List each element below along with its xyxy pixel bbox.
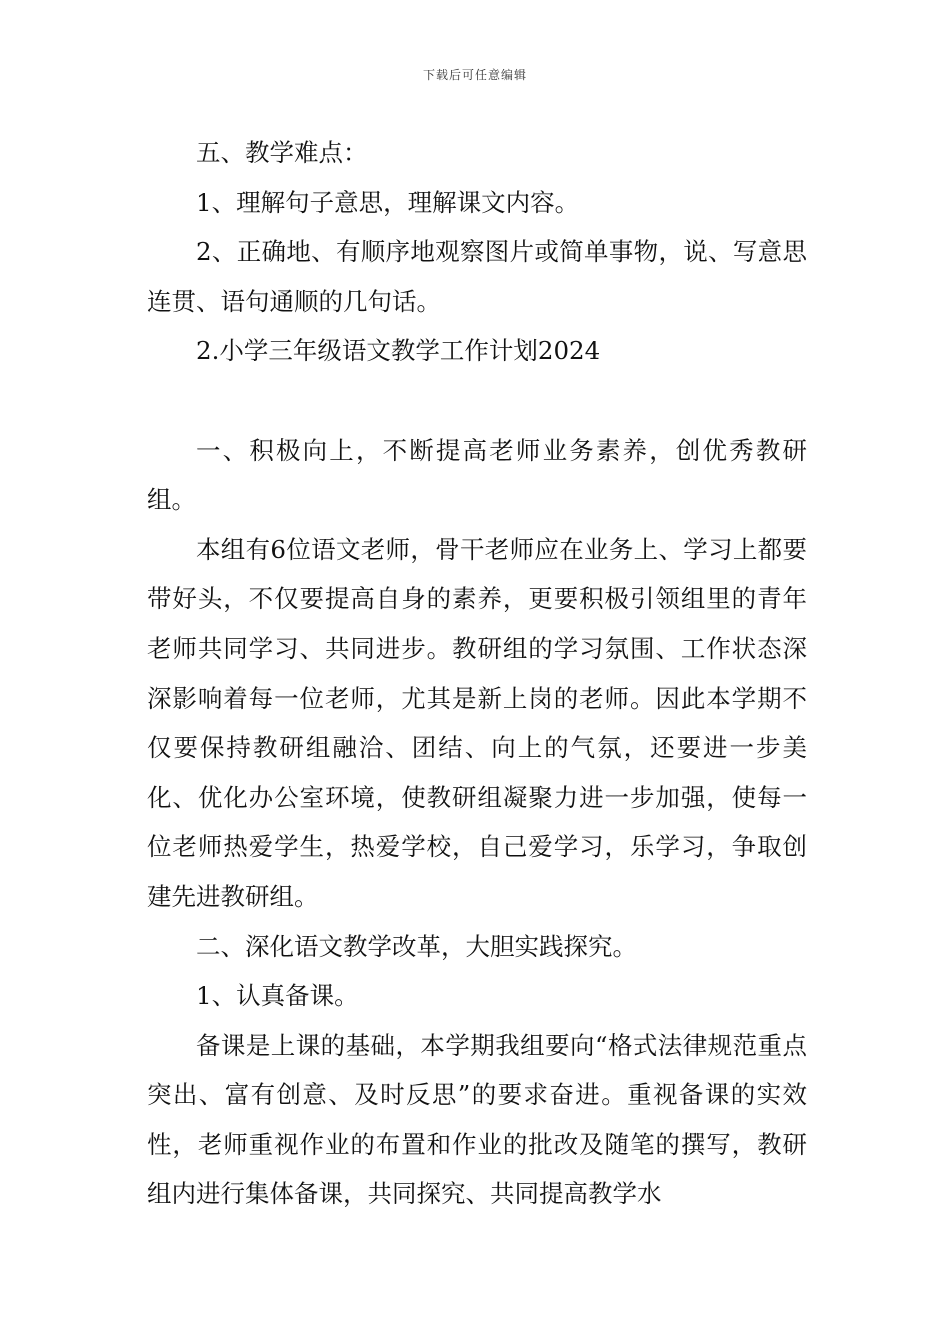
document-body <box>147 128 807 1219</box>
body-paragraph-1: 本组有6位语文老师，骨干老师应在业务上、学习上都要带好头，不仅要提高自身的素养，更要积极引领组里的青年老师共同学习、共同进步。教研组的学习氛围、工作状态深深影响着每一位老师，尤其是新上岗的老师。因此本学期不仅要保持教研组融洽、团结、向上的气氛，还要进一步美化、优化办公室环境，使教研组凝聚力进一步加强，使每一位老师热爱学生，热爱学校，自己爱学习，乐学习，争取创建先进教研组。 <box>147 534 807 911</box>
subsection-heading-1: 1、认真备课。 <box>196 981 359 1011</box>
blank-line <box>147 376 807 426</box>
section-heading-teaching-difficulties: 五、教学难点： <box>196 138 368 167</box>
section-heading-2: 二、深化语文教学改革，大胆实践探究。 <box>196 931 637 961</box>
document-subtitle: 2.小学三年级语文教学工作计划2024 <box>196 336 601 366</box>
list-item-difficulty-2: 2、正确地、有顺序地观察图片或简单事物，说、写意思连贯、语句通顺的几句话。 <box>147 237 807 316</box>
section-heading-1: 一、积极向上，不断提高老师业务素养，创优秀教研组。 <box>147 435 807 515</box>
page-header-note: 下载后可任意编辑 <box>422 68 527 82</box>
list-item-difficulty-1: 1、理解句子意思，理解课文内容。 <box>196 187 580 217</box>
body-paragraph-2: 备课是上课的基础，本学期我组要向“格式法律规范重点突出、富有创意、及时反思”的要求奋进。重视备课的实效性，老师重视作业的布置和作业的批改及随笔的撰写，教研组内进行集体备课，共同探究、共同提高教学水 <box>147 1030 807 1209</box>
